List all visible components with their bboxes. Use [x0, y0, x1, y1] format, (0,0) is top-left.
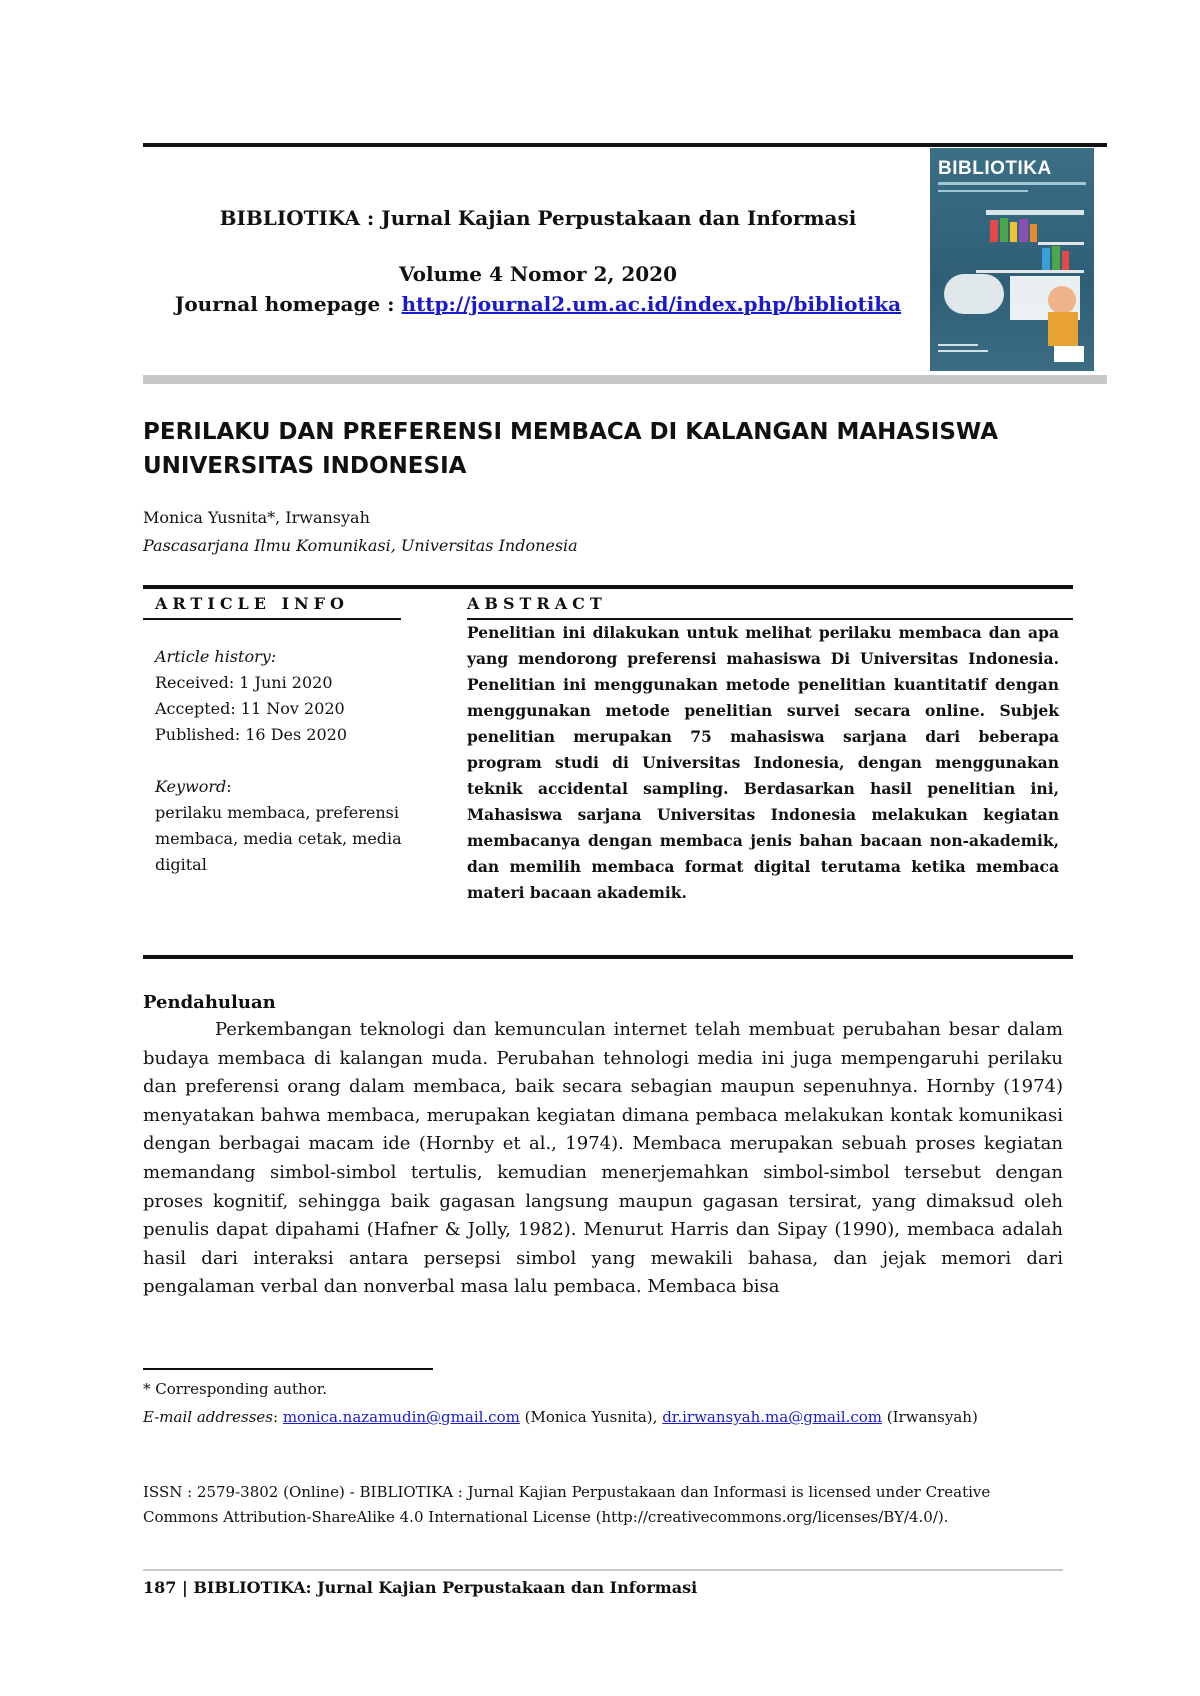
- received-date: Received: 1 Juni 2020: [155, 673, 333, 692]
- email-note: [143, 1405, 1063, 1430]
- corresponding-author-note: * Corresponding author.: [143, 1380, 328, 1398]
- accepted-date: Accepted: 11 Nov 2020: [155, 699, 345, 718]
- abstract-text: Penelitian ini dilakukan untuk melihat perilaku membaca dan apa yang mendorong preferensi mahasiswa Di Universitas Indonesia. Penelitian ini menggunakan metode penelitian kuantitatif dengan menggunakan metode penelitian survei secara online. Subjek penelitian merupakan 75 mahasiswa sarjana dari beberapa program studi di Universitas Indonesia, dengan menggunakan teknik accidental sampling. Berdasarkan hasil penelitian ini, Mahasiswa sarjana Universitas Indonesia melakukan kegiatan membacanya dengan membaca jenis bahan bacaan non-akademik, dan memilih membaca format digital terutama ketika membaca materi bacaan akademik.: [467, 623, 1059, 902]
- license-note: ISSN : 2579-3802 (Online) - BIBLIOTIKA : Jurnal Kajian Perpustakaan dan Informasi is licensed under Creative Commons Attribution-ShareAlike 4.0 International License (http://creativecommons.org/licenses/BY/4.0/).: [143, 1483, 991, 1526]
- homepage-link[interactable]: http://journal2.um.ac.id/index.php/bibliotika: [401, 292, 902, 316]
- journal-homepage: [143, 292, 933, 316]
- cover-illustration: [930, 148, 1094, 371]
- info-bottom-rule: [143, 955, 1073, 959]
- email-colon: :: [273, 1408, 283, 1426]
- journal-name: BIBLIOTIKA : Jurnal Kajian Perpustakaan dan Informasi: [219, 206, 857, 230]
- email-name-1: (Monica Yusnita),: [519, 1408, 663, 1426]
- keyword-heading: [155, 774, 410, 800]
- abstract-heading: ABSTRACT: [467, 594, 607, 613]
- keyword-label: Keyword: [155, 777, 227, 796]
- keyword-list: perilaku membaca, preferensi membaca, media cetak, media digital: [155, 803, 402, 874]
- article-authors: Monica Yusnita*, Irwansyah: [143, 508, 370, 527]
- info-top-rule: [143, 585, 1073, 589]
- email-link-2[interactable]: dr.irwansyah.ma@gmail.com: [662, 1408, 883, 1426]
- footnote-rule: [143, 1368, 433, 1370]
- email-name-2: (Irwansyah): [882, 1408, 978, 1426]
- footer-rule: [143, 1569, 1063, 1571]
- intro-heading: Pendahuluan: [143, 992, 276, 1013]
- header-top-rule: [143, 143, 1107, 147]
- author-affiliation: Pascasarjana Ilmu Komunikasi, Universitas Indonesia: [143, 536, 578, 555]
- header-bottom-rule: [143, 375, 1107, 384]
- journal-volume: Volume 4 Nomor 2, 2020: [398, 262, 678, 286]
- article-info-body: [155, 644, 410, 878]
- published-date: Published: 16 Des 2020: [155, 725, 348, 744]
- homepage-label: Journal homepage :: [174, 292, 402, 316]
- page-footer: 187 | BIBLIOTIKA: Jurnal Kajian Perpustakaan dan Informasi: [143, 1578, 698, 1597]
- info-heading-rule: [143, 618, 401, 620]
- history-label: Article history:: [155, 647, 277, 666]
- email-label: E-mail addresses: [143, 1408, 273, 1426]
- keyword-colon: :: [226, 777, 232, 796]
- cover-title: BIBLIOTIKA: [938, 158, 1052, 179]
- email-link-1[interactable]: monica.nazamudin@gmail.com: [282, 1408, 520, 1426]
- intro-paragraph: Perkembangan teknologi dan kemunculan internet telah membuat perubahan besar dalam budaya membaca di kalangan muda. Perubahan tehnologi media ini juga mempengaruhi perilaku dan preferensi orang dalam membaca, baik secara sebagian maupun sepenuhnya. Hornby (1974) menyatakan bahwa membaca, merupakan kegiatan dimana pembaca melakukan kontak komunikasi dengan berbagai macam ide (Hornby et al., 1974). Membaca merupakan sebuah proses kegiatan memandang simbol-simbol tertulis, kemudian menerjemahkan simbol-simbol tersebut dengan proses kognitif, sehingga baik gagasan langsung maupun gagasan tersirat, yang dimaksud oleh penulis dapat dipahami (Hafner & Jolly, 1982). Menurut Harris dan Sipay (1990), membaca adalah hasil dari interaksi antara persepsi simbol yang mewakili bahasa, dan jejak memori dari pengalaman verbal dan nonverbal masa lalu pembaca. Membaca bisa: [143, 1019, 1063, 1298]
- journal-cover-image: [930, 148, 1094, 371]
- article-title: PERILAKU DAN PREFERENSI MEMBACA DI KALANGAN MAHASISWA UNIVERSITAS INDONESIA: [143, 419, 999, 479]
- article-info-heading: ARTICLE INFO: [155, 594, 349, 613]
